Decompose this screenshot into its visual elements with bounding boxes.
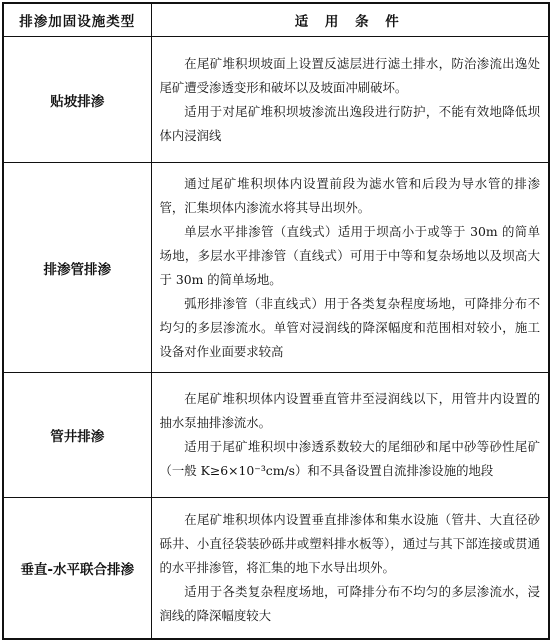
header-facility-type: 排渗加固设施类型 bbox=[3, 3, 151, 37]
facility-type-cell: 排渗管排渗 bbox=[3, 163, 151, 373]
conditions-cell bbox=[151, 498, 549, 639]
table-row bbox=[3, 498, 549, 639]
conditions-cell bbox=[151, 37, 549, 163]
table-row bbox=[3, 373, 549, 498]
condition-paragraph: 通过尾矿堆积坝体内设置前段为滤水管和后段为导水管的排渗管，汇集坝体内渗流水将其导出坝外。 bbox=[159, 175, 540, 215]
condition-paragraph: 在尾矿堆积坝体内设置垂直管井至浸润线以下，用管井内设置的抽水泵抽排渗流水。 bbox=[159, 391, 540, 430]
condition-paragraph: 单层水平排渗管（直线式）适用于坝高小于或等于 30m 的简单场地，多层水平排渗管（直线式）可用于中等和复杂场地以及坝高大于 30m 的简单场地。 bbox=[159, 223, 540, 287]
facility-type-cell: 贴坡排渗 bbox=[3, 37, 151, 163]
drainage-facility-table-container bbox=[2, 2, 548, 636]
table-header-row bbox=[3, 3, 549, 37]
table-row bbox=[3, 163, 549, 373]
condition-paragraph: 在尾矿堆积坝坡面上设置反滤层进行滤土排水，防治渗流出逸处尾矿遭受渗透变形和破坏以及坡面冲刷破坏。 bbox=[159, 55, 540, 95]
facility-type-cell: 管井排渗 bbox=[3, 373, 151, 498]
condition-paragraph: 适用于各类复杂程度场地，可降排分布不均匀的多层渗流水，浸润线的降深幅度较大 bbox=[159, 583, 540, 623]
condition-paragraph: 弧形排渗管（非直线式）用于各类复杂程度场地，可降排分布不均匀的多层渗流水。单管对浸润线的降深幅度和范围相对较小，施工设备对作业面要求较高 bbox=[159, 295, 540, 359]
facility-type-cell: 垂直-水平联合排渗 bbox=[3, 498, 151, 639]
condition-paragraph: 在尾矿堆积坝体内设置垂直排渗体和集水设施（管井、大直径砂砾井、小直径袋装砂砾井或塑料排水板等），通过与其下部连接或贯通的水平排渗管，将汇集的地下水导出坝外。 bbox=[159, 511, 540, 575]
conditions-cell bbox=[151, 373, 549, 498]
condition-paragraph: 适用于对尾矿堆积坝坡渗流出逸段进行防护，不能有效地降低坝体内浸润线 bbox=[159, 103, 540, 143]
conditions-cell bbox=[151, 163, 549, 373]
condition-paragraph: 适用于尾矿堆积坝中渗透系数较大的尾细砂和尾中砂等砂性尾矿（一般 K≥6×10⁻³cm/s）和不具备设置自流排渗设施的地段 bbox=[159, 439, 540, 478]
drainage-facility-table bbox=[2, 2, 550, 640]
table-row bbox=[3, 37, 549, 163]
header-applicable-conditions: 适 用 条 件 bbox=[151, 3, 549, 37]
